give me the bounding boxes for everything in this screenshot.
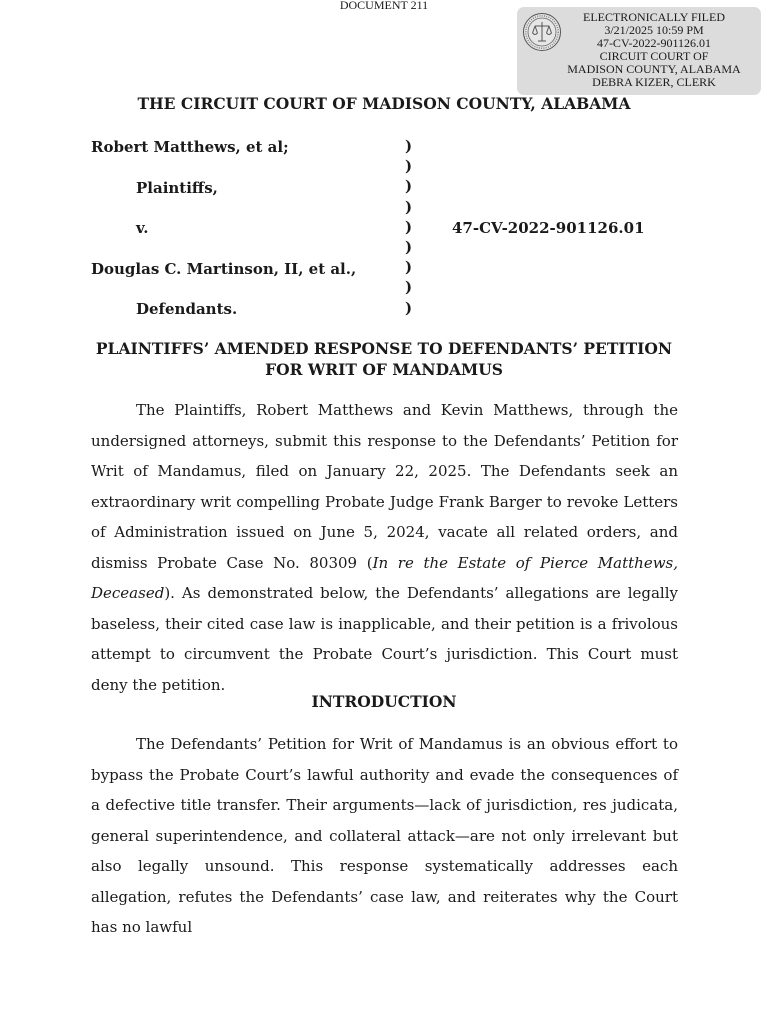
case-number: 47-CV-2022-901126.01 [452, 219, 645, 237]
electronic-filing-stamp [517, 7, 761, 95]
document-title-line2: FOR WRIT OF MANDAMUS [265, 360, 503, 379]
introduction-paragraph: The Defendants’ Petition for Writ of Mandamus is an obvious effort to bypass the Probate Court’s lawful authority and evade the consequences of a defective title transfer. Their arguments—lack of jurisdiction, res judicata, general superintendence, and collateral attack—are not only irrelevant but also legally unsound. This response systematically addresses each allegation, refutes the Defendants’ case law, and reiterates why the Court has no lawful [91, 735, 678, 936]
versus-label: v. [136, 219, 149, 237]
caption-paren: ) [405, 157, 413, 176]
stamp-court-line2: MADISON COUNTY, ALABAMA [567, 62, 741, 76]
document-title-line1: PLAINTIFFS’ AMENDED RESPONSE TO DEFENDANTS’ PETITION [95, 339, 673, 358]
stamp-clerk: DEBRA KIZER, CLERK [592, 75, 716, 89]
caption-paren: ) [405, 217, 413, 236]
caption-paren: ) [405, 197, 413, 216]
stamp-court-line1: CIRCUIT COURT OF [599, 49, 709, 63]
caption-paren: ) [405, 258, 413, 277]
court-title: THE CIRCUIT COURT OF MADISON COUNTY, ALABAMA [137, 94, 631, 113]
opening-text-after: ). As demonstrated below, the Defendants’ allegations are legally baseless, their cited case law is inapplicable, and their petition is a frivolous attempt to circumvent the Probate Court’s jurisdiction. This Court must deny the petition. [91, 584, 678, 694]
estate-case-name: In re the Estate of Pierce Matthews, Deceased [91, 553, 679, 602]
caption-paren: ) [405, 238, 413, 257]
stamp-case-number: 47-CV-2022-901126.01 [596, 36, 712, 50]
plaintiffs-label: Plaintiffs, [136, 179, 218, 197]
caption-paren: ) [405, 278, 413, 297]
opening-paragraph [91, 395, 678, 700]
stamp-datetime: 3/21/2025 10:59 PM [604, 23, 704, 37]
document-number: DOCUMENT 211 [339, 0, 429, 12]
caption-parentheses [405, 136, 412, 318]
caption-paren: ) [405, 177, 413, 196]
case-caption [0, 135, 768, 325]
opening-text-before: The Plaintiffs, Robert Matthews and Kevin Matthews, through the undersigned attorneys, submit this response to the Defendants’ Petition for Writ of Mandamus, filed on January 22, 2025. The Defendants seek an extraordinary writ compelling Probate Judge Frank Barger to revoke Letters of Administration issued on June 5, 2024, vacate all related orders, and dismiss Probate Case No. 80309 ( [91, 401, 678, 572]
defendants-label: Defendants. [136, 300, 238, 318]
caption-paren: ) [405, 298, 413, 317]
document-title [0, 338, 768, 380]
plaintiff-name: Robert Matthews, et al; [91, 138, 289, 156]
defendant-name: Douglas C. Martinson, II, et al., [91, 260, 357, 278]
introduction-heading: INTRODUCTION [311, 692, 457, 711]
stamp-status: ELECTRONICALLY FILED [582, 10, 725, 24]
caption-paren: ) [405, 137, 413, 155]
